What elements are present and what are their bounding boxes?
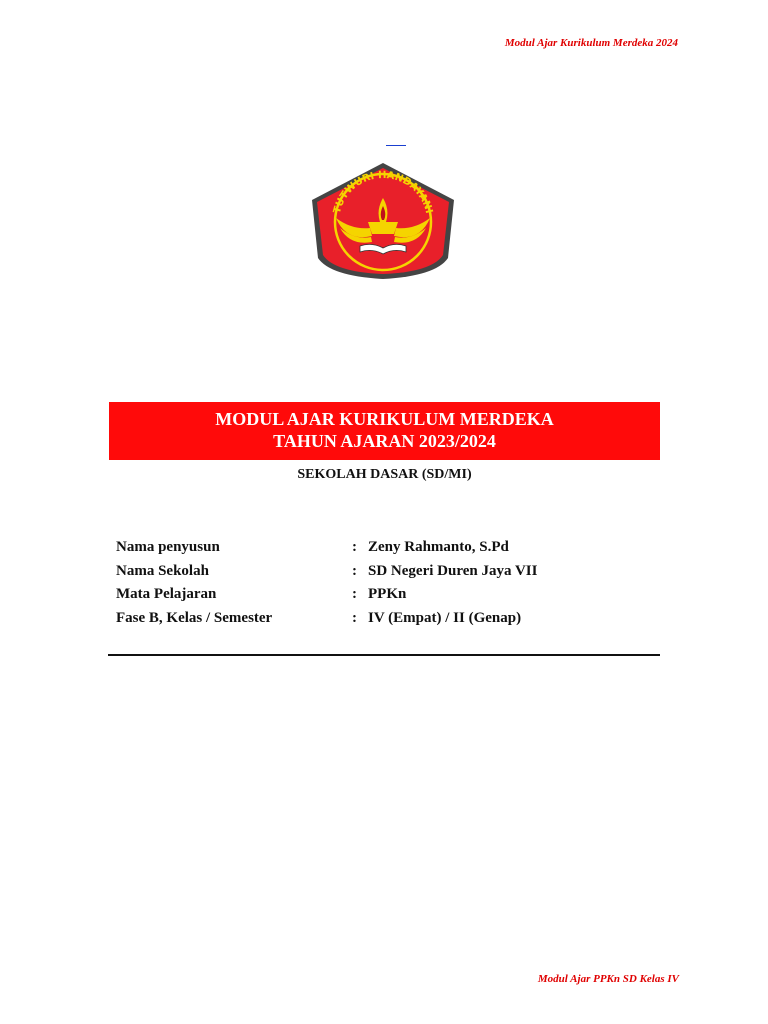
info-table — [116, 536, 636, 630]
info-row-author — [116, 536, 636, 560]
header-note: Modul Ajar Kurikulum Merdeka 2024 — [504, 37, 678, 49]
subtitle: SEKOLAH DASAR (SD/MI) — [297, 467, 472, 482]
link-underline-mark — [386, 145, 406, 146]
title-line-2: TAHUN AJARAN 2023/2024 — [273, 431, 496, 451]
info-row-phase — [116, 607, 636, 631]
info-value: Zeny Rahmanto, S.Pd — [368, 539, 509, 555]
tut-wuri-handayani-logo — [306, 160, 460, 282]
info-separator: : — [352, 562, 357, 579]
footer-note: Modul Ajar PPKn SD Kelas IV — [537, 973, 679, 985]
info-separator: : — [352, 609, 357, 626]
info-value: IV (Empat) / II (Genap) — [368, 609, 522, 626]
logo-text: TUTWURI HANDAYANI — [331, 169, 435, 215]
title-line-1: MODUL AJAR KURIKULUM MERDEKA — [215, 409, 554, 429]
title-banner — [109, 402, 660, 460]
info-label: Fase B, Kelas / Semester — [116, 609, 273, 626]
info-value: PPKn — [368, 586, 407, 602]
horizontal-rule — [108, 654, 660, 656]
info-row-school — [116, 560, 636, 584]
info-row-subject — [116, 583, 636, 607]
info-label: Nama Sekolah — [116, 562, 209, 579]
info-value: SD Negeri Duren Jaya VII — [368, 562, 538, 579]
info-separator: : — [352, 539, 357, 555]
info-separator: : — [352, 586, 357, 602]
info-label: Nama penyusun — [116, 539, 220, 555]
info-label: Mata Pelajaran — [116, 586, 217, 602]
